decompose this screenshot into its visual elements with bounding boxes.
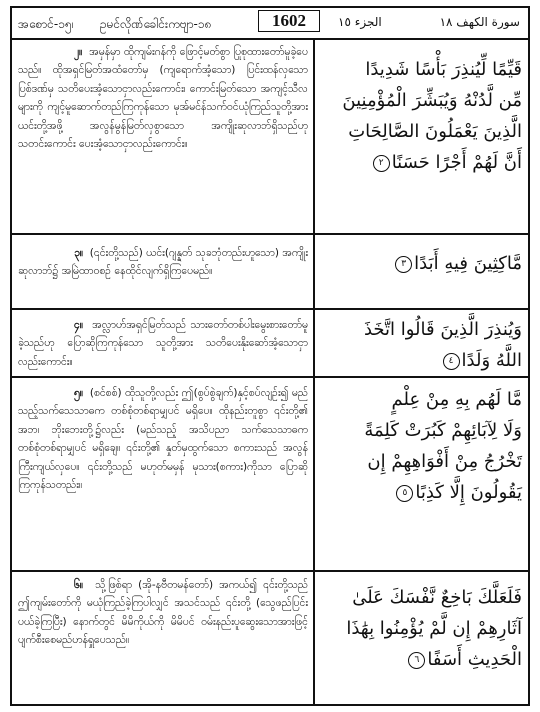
arabic-line: أَنَّ لَهُمْ أَجْرًا حَسَنًا [391,152,522,173]
verse-number: ၅။ [74,387,84,399]
arabic-block [322,248,522,279]
section-separator [12,233,528,235]
page-number: 1602 [258,10,320,32]
section-separator [12,570,528,572]
arabic-block [322,54,522,178]
translation-text: အမှန်မှာ ထိုကျမ်းဂန်ကို ဖြောင့်မတ်စွာ ပြုစုထားတော်မူခဲ့ပေသည်။ ထိုအရှင်မြတ်အထံတော်မှ (ကျရောက်အံ့သော) ပြင်းထန်လှသော ပြစ်ဒဏ်မှ သတိပေးအံ့သောငှာလည်းကောင်း၊ ကောင်းမြတ်သော အကျင့်သီလများကို ကျင့်မူဆောက်တည်ကြကုန်သော မုအ်မင်န်သက်ဝင်ယုံကြည်သူတို့အား ယင်းတို့အဖို့ အလွန်မွန်မြတ်လှစွာသော အကျိုးဆုလာဘ်ရှိသည်ဟု သတင်းကောင်း ပေးအံ့သောငှာလည်းကောင်း။ [18,46,308,151]
verse-end-marker: ٦ [408,652,425,669]
verse-end-marker: ٥ [396,485,413,502]
translation-text: သို့ဖြစ်ရာ (အို-နဗီတမန်တော်) အကယ်၍ ၎င်းတို့သည် ဤကျမ်းတော်ကို မယုံကြည်ခဲ့ကြပါလျှင် အသင်သည် ၎င်းတို့ (သွေဖည်ပြင်းပယ်ခဲ့ကြပြီး) နောက်တွင် မိမိကိုယ်ကို မိမိပင် ဝမ်းနည်းပူဆွေးသောအားဖြင့် ပျက်စီးစေမည်ဟန်ရှူပေသည်။ [18,579,308,647]
arabic-line: قَيِّمًا لِّيُنذِرَ بَأْسًا شَدِيدًا [365,59,522,80]
translation-block [18,316,308,371]
translation-text: (စင်စစ်) ထိုသူတို့လည်း ဤ(စွပ်စွဲချက်)နှင့်စပ်လျဉ်း၍ မည်သည့်သက်သေသာဓက တစ်စုံတစ်ရာမျှပင် မရှိပေ။ ထိုနည်းတူစွာ ၎င်းတို့၏ အဘ၊ ဘိုးဘေးတို့၌လည်း (မည်သည့် အသိပညာ သက်သေသာဓက တစ်စုံတစ်ရာမျှပင် မရှိချေ။ ၎င်းတို့၏ နှုတ်မှထွက်သော စကားသည် အလွန်ကြီးကျယ်လှပေ။ ၎င်းတို့သည် မဟုတ်မမှန် မုသား(စကား)ကိုသာ ပြောဆိုကြကုန်သတည်း။ [18,387,308,492]
page-header [12,8,528,40]
arabic-line: مَّاكِثِينَ فِيهِ أَبَدًا [414,253,522,274]
arabic-line: وَلَا لِآبَائِهِمْ كَبُرَتْ كَلِمَةً [364,420,522,441]
section-separator [12,308,528,310]
header-juz-label: الجزء ١٥ [338,15,382,29]
arabic-line: يَقُولُونَ إِلَّا كَذِبًا [415,482,522,503]
mushaf-page [10,6,530,706]
translation-block [18,244,308,281]
arabic-line: الْحَدِيثِ أَسَفًا [427,649,522,670]
arabic-line: اللَّهُ وَلَدًا [461,350,522,371]
translation-block [18,43,308,153]
header-volume-label: အစောင်-၁၅၊ [18,17,74,31]
arabic-block [322,582,522,675]
translation-text: အလ္လာဟ်အရှင်မြတ်သည် သားတော်တစ်ပါးမွေးစားတော်မူခဲ့သည်ဟု ပြောဆိုကြကုန်သော သူတို့အား သတိပေးနိုးဆော်အံ့သောငှာလည်းကောင်း။ [18,319,308,368]
arabic-line: الَّذِينَ يَعْمَلُونَ الصَّالِحَاتِ [348,121,522,142]
header-book-label: ဥမင်လိုဏ်ခေါင်းကဗျာ-၁၈ [100,17,212,31]
arabic-block [322,384,522,508]
verse-number: ၄။ [74,319,84,331]
arabic-line: مِّن لَّدُنْهُ وَيُبَشِّرَ الْمُؤْمِنِينَ [342,90,522,111]
column-divider [313,38,315,704]
section-separator [12,376,528,378]
translation-block [18,576,308,650]
arabic-line: وَيُنذِرَ الَّذِينَ قَالُوا اتَّخَذَ [363,319,522,340]
arabic-line: مَّا لَهُم بِهِ مِنْ عِلْمٍ [391,389,522,410]
verse-number: ၃။ [74,247,84,259]
verse-number: ၆။ [74,579,84,591]
arabic-line: فَلَعَلَّكَ بَاخِعٌ نَّفْسَكَ عَلَىٰ [352,587,522,608]
arabic-line: آثَارِهِمْ إِن لَّمْ يُؤْمِنُوا بِهَٰذَا [346,618,522,639]
translation-text: (၎င်းတို့သည်) ယင်း(ဂျန္နတ် သုခဘုံတည်းဟူသော) အကျိုးဆုလာဘ်၌ အမြဲထာဝစဉ် နေထိုင်လျက်ရှိကြပေမည်။ [18,247,308,278]
verse-end-marker: ٤ [443,353,460,370]
arabic-line: تَخْرُجُ مِنْ أَفْوَاهِهِمْ إِن [367,451,522,472]
verse-end-marker: ٣ [395,256,412,273]
header-surah-label: سورة الكهف ١٨ [439,15,520,29]
verse-end-marker: ٢ [373,155,390,172]
translation-block [18,384,308,494]
verse-number: ၂။ [74,46,83,58]
arabic-block [322,314,522,376]
